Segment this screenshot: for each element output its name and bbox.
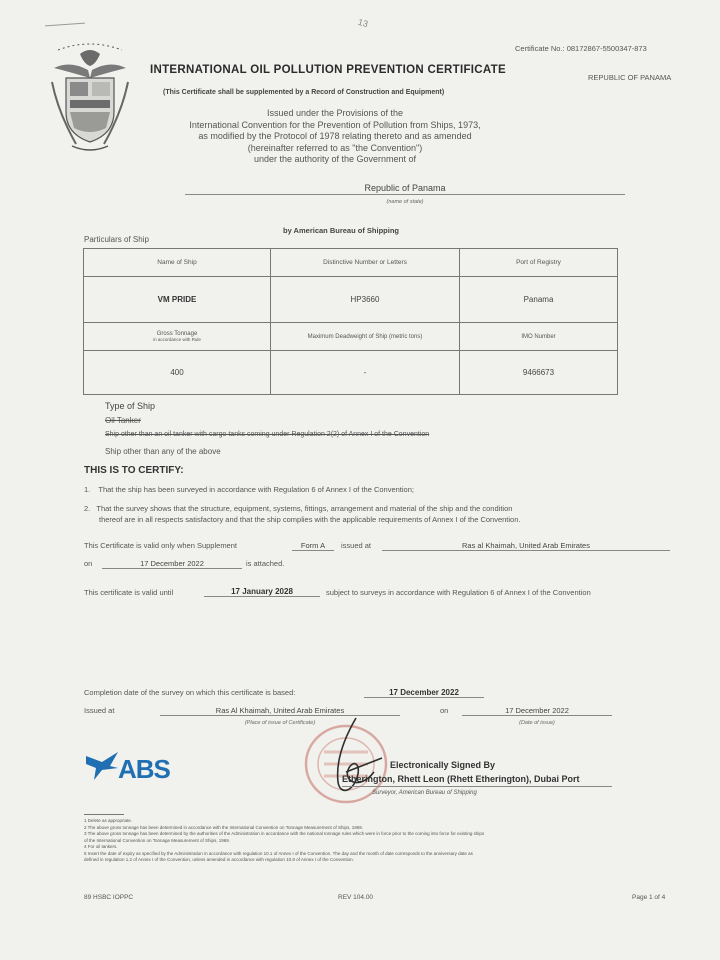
valid-subject-to: subject to surveys in accordance with Regulation 6 of Annex I of the Convention <box>326 588 591 597</box>
ship-particulars-table <box>83 248 618 395</box>
issued-line: International Convention for the Prevention of Pollution from Ships, 1973, <box>189 119 481 130</box>
footnote: 4 For oil tankers. <box>84 844 118 849</box>
table-row <box>84 277 618 323</box>
completion-date: 17 December 2022 <box>364 688 484 698</box>
completion-label: Completion date of the survey on which this certificate is based: <box>84 688 296 697</box>
type-of-ship-label: Type of Ship <box>105 401 156 411</box>
footnote-divider <box>84 814 124 815</box>
certificate-number <box>515 44 647 53</box>
type-option-oil-tanker: Oil Tanker <box>105 416 141 425</box>
type-option-cargo-tanks: Ship other than an oil tanker with cargo tanks coming under Regulation 2(2) of Annex I of the Convention <box>105 431 430 438</box>
issuing-body: by American Bureau of Shipping <box>283 226 399 235</box>
footnote: of the International Convention on Tonnage Measurement of Ships, 1969. <box>84 837 231 843</box>
footnote: 5 Insert the date of expiry as specified by the Administration in accordance with regulation 10.1 of Annex I of the Convention. The day and the month of date corresponds to the anniversary date as <box>84 850 473 856</box>
issued-line: Issued under the Provisions of the <box>266 108 404 118</box>
issued-line: under the authority of the Government of <box>253 154 417 164</box>
issued-at-label: Issued at <box>84 706 115 715</box>
table-row <box>84 351 618 395</box>
signed-by-label: Electronically Signed By <box>390 760 496 770</box>
item-number: 2. <box>84 504 91 513</box>
ship-name: VM PRIDE <box>84 277 271 323</box>
signature-line <box>342 786 612 787</box>
state-name: Republic of Panama <box>185 183 625 195</box>
issued-line: as modified by the Protocol of 1978 relating thereto and as amended <box>198 131 472 141</box>
certificate-subtitle: (This Certificate shall be supplemented by a Record of Construction and Equipment) <box>163 89 445 96</box>
col-deadweight: Maximum Deadweight of Ship (metric tons) <box>271 323 460 351</box>
table-header-row <box>84 249 618 277</box>
supp-issued-at: Ras al Khaimah, United Arab Emirates <box>382 541 670 551</box>
distinctive-number: HP3660 <box>271 277 460 323</box>
particulars-label: Particulars of Ship <box>84 235 149 244</box>
supp-on-label: on <box>84 559 93 568</box>
table-header-row <box>84 323 618 351</box>
signer-name: Etherington, Rhett Leon (Rhett Etherington), Dubai Port <box>342 774 580 784</box>
certificate-number-label: Certificate No.: <box>515 44 565 53</box>
type-option-other: Ship other than any of the above <box>105 447 221 456</box>
footnote: 3 The above gross tonnage has been determined by the authorities of the Administration in accordance with the national tonnage rules which were in force prior to the coming into force for existing ships <box>84 831 485 836</box>
country-label: REPUBLIC OF PANAMA <box>588 73 672 82</box>
valid-until-label: This certificate is valid until <box>84 588 174 597</box>
state-caption: (name of state) <box>386 199 424 205</box>
col-imo-number: IMO Number <box>460 323 618 351</box>
certify-item-1-text: That the ship has been surveyed in accordance with Regulation 6 of Annex I of the Convention; <box>98 485 414 494</box>
page-mark: 13 <box>356 16 370 30</box>
issue-on-label: on <box>440 706 449 715</box>
item-number: 1. <box>84 485 91 494</box>
supp-attached: is attached. <box>246 559 285 568</box>
form-code: 89 HSBC IOPPC <box>84 894 134 901</box>
place-of-issue: Ras Al Khaimah, United Arab Emirates <box>160 706 400 716</box>
abs-eagle-logo-icon <box>84 748 120 784</box>
date-caption: (Date of issue) <box>519 720 555 726</box>
col-gross-tonnage <box>84 323 271 351</box>
col-distinctive-number: Distinctive Number or Letters <box>271 249 460 277</box>
imo-number: 9466673 <box>460 351 618 395</box>
certify-item-2-text: thereof are in all respects satisfactory and that the ship complies with the applicable requirements of Annex I of the Convention. <box>99 515 521 524</box>
certify-item-2 <box>84 503 521 525</box>
deadweight: - <box>271 351 460 395</box>
col-port-of-registry: Port of Registry <box>460 249 618 277</box>
gross-tonnage: 400 <box>84 351 271 395</box>
gross-tonnage-sub: in accordance with Rule <box>153 337 201 342</box>
footnotes <box>84 818 689 864</box>
revision: REV 104.00 <box>338 894 374 901</box>
footnote: defined in regulation 1.2 of Annex I of the Convention, unless amended in accordance with regulation 10.8 of Annex I of the Convention. <box>84 857 354 862</box>
supp-issued-at-label: issued at <box>341 541 372 550</box>
pen-stroke <box>45 23 85 27</box>
supp-on-date: 17 December 2022 <box>102 559 242 569</box>
certificate-title: INTERNATIONAL OIL POLLUTION PREVENTION CERTIFICATE <box>150 64 506 76</box>
certificate-number-value: 08172867-5500347-873 <box>566 44 647 53</box>
page-number: Page 1 of 4 <box>632 894 666 901</box>
panama-coat-of-arms-icon <box>50 42 130 157</box>
footnote: 1 Delete as appropriate. <box>84 818 133 823</box>
port-of-registry: Panama <box>460 277 618 323</box>
issued-under-text <box>150 108 520 166</box>
abs-logo-text: ABS <box>118 754 170 784</box>
issued-line: (hereinafter referred to as "the Convention") <box>247 142 423 153</box>
certify-item-1 <box>84 485 414 494</box>
footnote: 2 The above gross tonnage has been determined in accordance with the International Convention on Tonnage Measurement of Ships, 1969. <box>84 824 364 830</box>
valid-until-date: 17 January 2028 <box>204 587 320 597</box>
signer-role: Surveyor, American Bureau of Shipping <box>372 790 477 796</box>
certify-item-2-text: That the survey shows that the structure, equipment, systems, fittings, arrangement and material of the ship and the condition <box>96 504 513 513</box>
col-name-of-ship: Name of Ship <box>84 249 271 277</box>
supplement-form: Form A <box>292 541 334 551</box>
gross-tonnage-label: Gross Tonnage <box>156 331 198 337</box>
place-caption: (Place of issue of Certificate) <box>244 720 316 726</box>
certify-heading: THIS IS TO CERTIFY: <box>84 465 184 476</box>
issue-date: 17 December 2022 <box>462 706 612 716</box>
supplement-text: This Certificate is valid only when Supplement <box>84 541 237 550</box>
